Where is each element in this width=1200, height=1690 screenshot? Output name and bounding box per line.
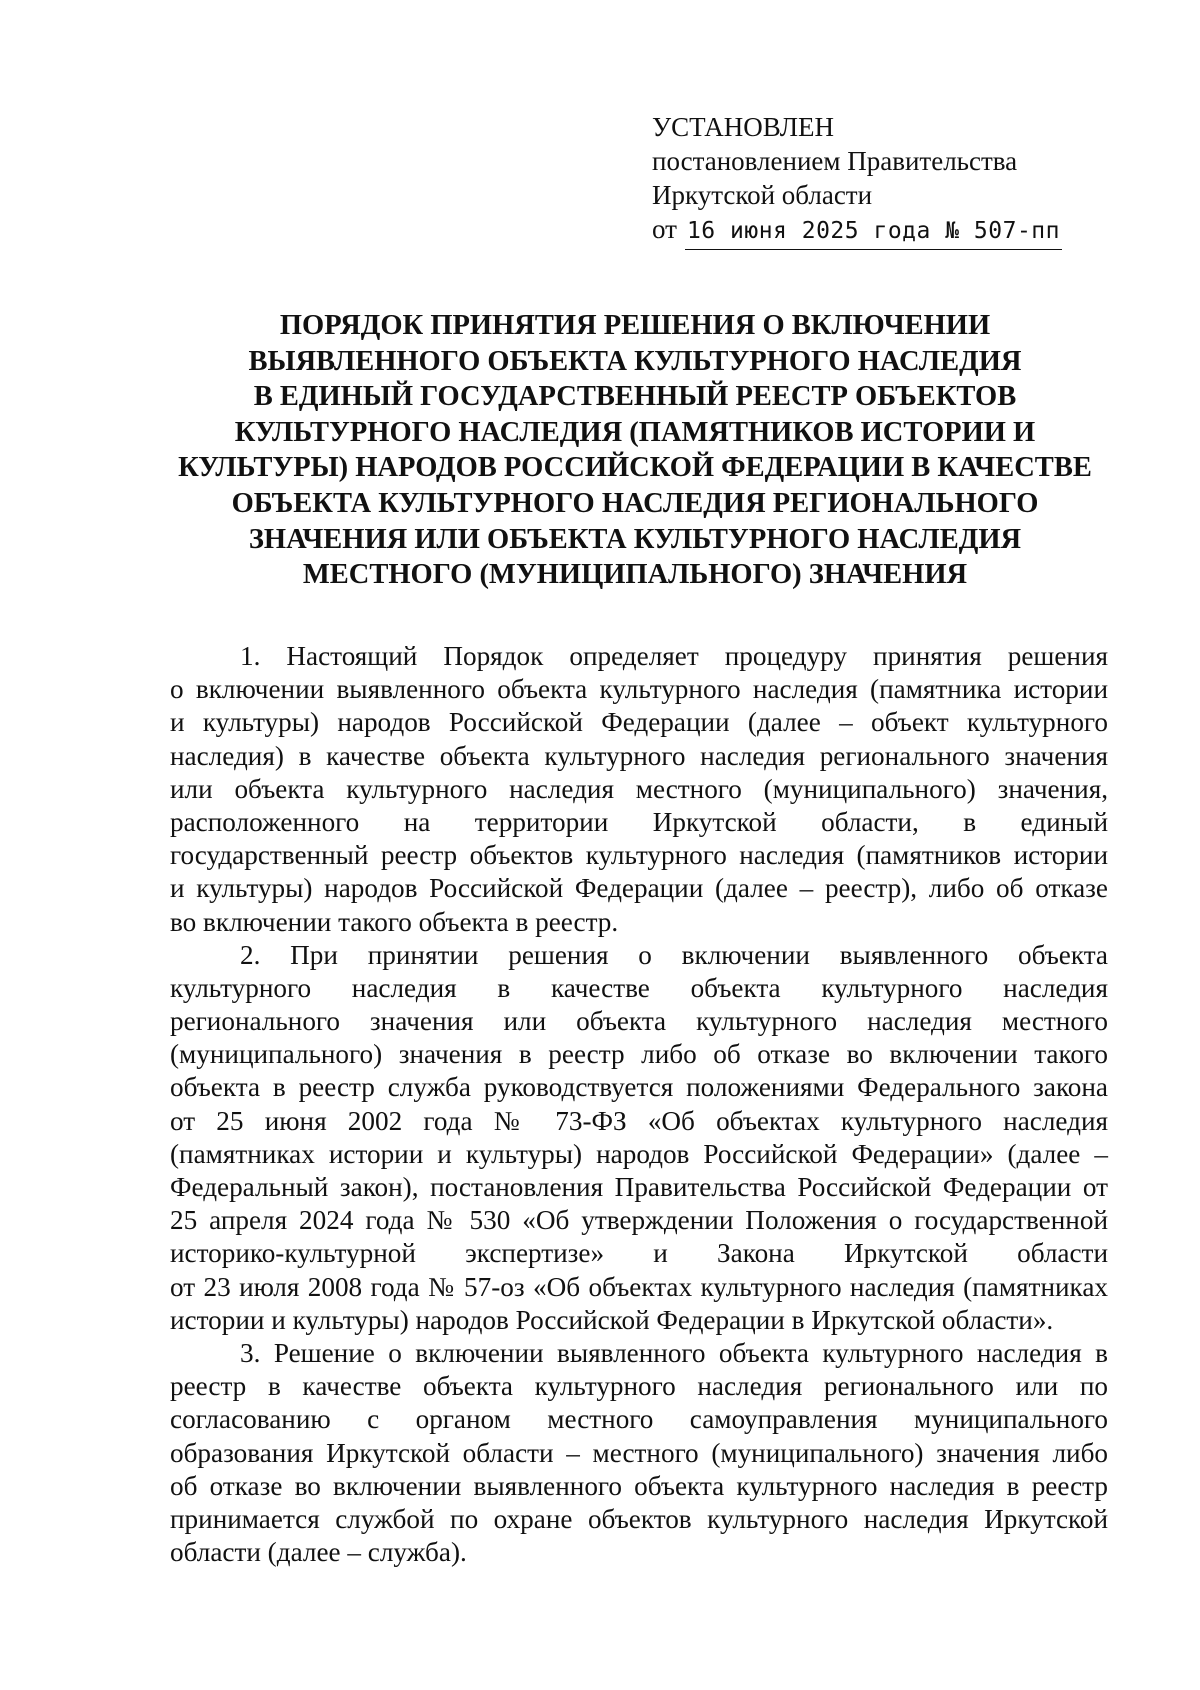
paragraph-line: от 25 июня 2002 года № 73-ФЗ «Об объектах культурного наследия	[170, 1105, 1108, 1136]
paragraph-line: об отказе во включении выявленного объекта культурного наследия в реестр	[170, 1470, 1108, 1501]
paragraph-line: образования Иркутской области – местного (муниципального) значения либо	[170, 1437, 1108, 1468]
paragraph-line: культурного наследия в качестве объекта культурного наследия	[170, 972, 1108, 1003]
paragraph-line: принимается службой по охране объектов культурного наследия Иркутской	[170, 1503, 1108, 1534]
title-line: КУЛЬТУРНОГО НАСЛЕДИЯ (ПАМЯТНИКОВ ИСТОРИИ И	[234, 416, 1036, 448]
paragraph-line: во включении такого объекта в реестр.	[170, 906, 619, 937]
approval-issuer: постановлением Правительства	[652, 146, 1018, 176]
paragraph-line: области (далее – служба).	[170, 1537, 467, 1568]
paragraph-line: Федеральный закон), постановления Правительства Российской Федерации от	[170, 1172, 1108, 1202]
paragraph-2	[170, 939, 1108, 1337]
title-line: МЕСТНОГО (МУНИЦИПАЛЬНОГО) ЗНАЧЕНИЯ	[302, 559, 968, 591]
title-line: ПОРЯДОК ПРИНЯТИЯ РЕШЕНИЯ О ВКЛЮЧЕНИИ	[279, 310, 991, 341]
paragraph-line: наследия) в качестве объекта культурного наследия регионального значения	[170, 740, 1108, 771]
title-line: ВЫЯВЛЕННОГО ОБЪЕКТА КУЛЬТУРНОГО НАСЛЕДИЯ	[248, 345, 1022, 377]
paragraph-line: и культуры) народов Российской Федерации (далее – реестр), либо об отказе	[170, 873, 1108, 904]
title-line: КУЛЬТУРЫ) НАРОДОВ РОССИЙСКОЙ ФЕДЕРАЦИИ В КАЧЕСТВЕ	[178, 452, 1092, 484]
approval-region: Иркутской области	[652, 180, 873, 210]
paragraph-line: от 23 июля 2008 года № 57-оз «Об объектах культурного наследия (памятниках	[170, 1271, 1108, 1302]
title-line: ЗНАЧЕНИЯ ИЛИ ОБЪЕКТА КУЛЬТУРНОГО НАСЛЕДИЯ	[248, 523, 1022, 555]
document-title	[170, 308, 1100, 593]
paragraph-line: и культуры) народов Российской Федерации (далее – объект культурного	[170, 707, 1108, 738]
approval-stamp	[652, 110, 1072, 250]
title-line: В ЕДИНЫЙ ГОСУДАРСТВЕННЫЙ РЕЕСТР ОБЪЕКТОВ	[253, 381, 1017, 413]
paragraph-1	[170, 640, 1108, 939]
paragraph-line: реестр в качестве объекта культурного наследия регионального или по	[170, 1371, 1108, 1402]
approval-date-line	[652, 212, 1072, 250]
paragraph-line: 1. Настоящий Порядок определяет процедуру принятия решения	[240, 641, 1108, 671]
paragraph-line: 25 апреля 2024 года № 530 «Об утверждении Положения о государственной	[170, 1205, 1108, 1236]
approval-status: УСТАНОВЛЕН	[652, 112, 835, 142]
paragraph-line: о включении выявленного объекта культурного наследия (памятника истории	[170, 674, 1108, 705]
paragraph-line: (памятниках истории и культуры) народов Российской Федерации» (далее –	[170, 1138, 1108, 1169]
approval-date-prefix: от	[652, 214, 677, 244]
paragraph-line: историко-культурной экспертизе» и Закона Иркутской области	[170, 1238, 1108, 1269]
paragraph-line: регионального значения или объекта культурного наследия местного	[170, 1006, 1108, 1037]
paragraph-line: государственный реестр объектов культурного наследия (памятников истории	[170, 840, 1108, 871]
document-body	[170, 640, 1108, 1569]
paragraph-line: (муниципального) значения в реестр либо об отказе во включении такого	[170, 1039, 1108, 1070]
paragraph-line: или объекта культурного наследия местного (муниципального) значения,	[170, 773, 1108, 804]
paragraph-3	[170, 1337, 1108, 1569]
paragraph-line: объекта в реестр служба руководствуется положениями Федерального закона	[170, 1072, 1108, 1103]
paragraph-line: расположенного на территории Иркутской области, в единый	[170, 806, 1108, 837]
paragraph-line: истории и культуры) народов Российской Федерации в Иркутской области».	[170, 1304, 1054, 1335]
paragraph-line: согласованию с органом местного самоуправления муниципального	[170, 1404, 1108, 1435]
paragraph-line: 2. При принятии решения о включении выявленного объекта	[240, 939, 1108, 970]
title-line: ОБЪЕКТА КУЛЬТУРНОГО НАСЛЕДИЯ РЕГИОНАЛЬНОГО	[231, 487, 1039, 519]
paragraph-line: 3. Решение о включении выявленного объекта культурного наследия в	[240, 1337, 1108, 1368]
approval-date-number: 16 июня 2025 года № 507-пп	[685, 214, 1062, 250]
